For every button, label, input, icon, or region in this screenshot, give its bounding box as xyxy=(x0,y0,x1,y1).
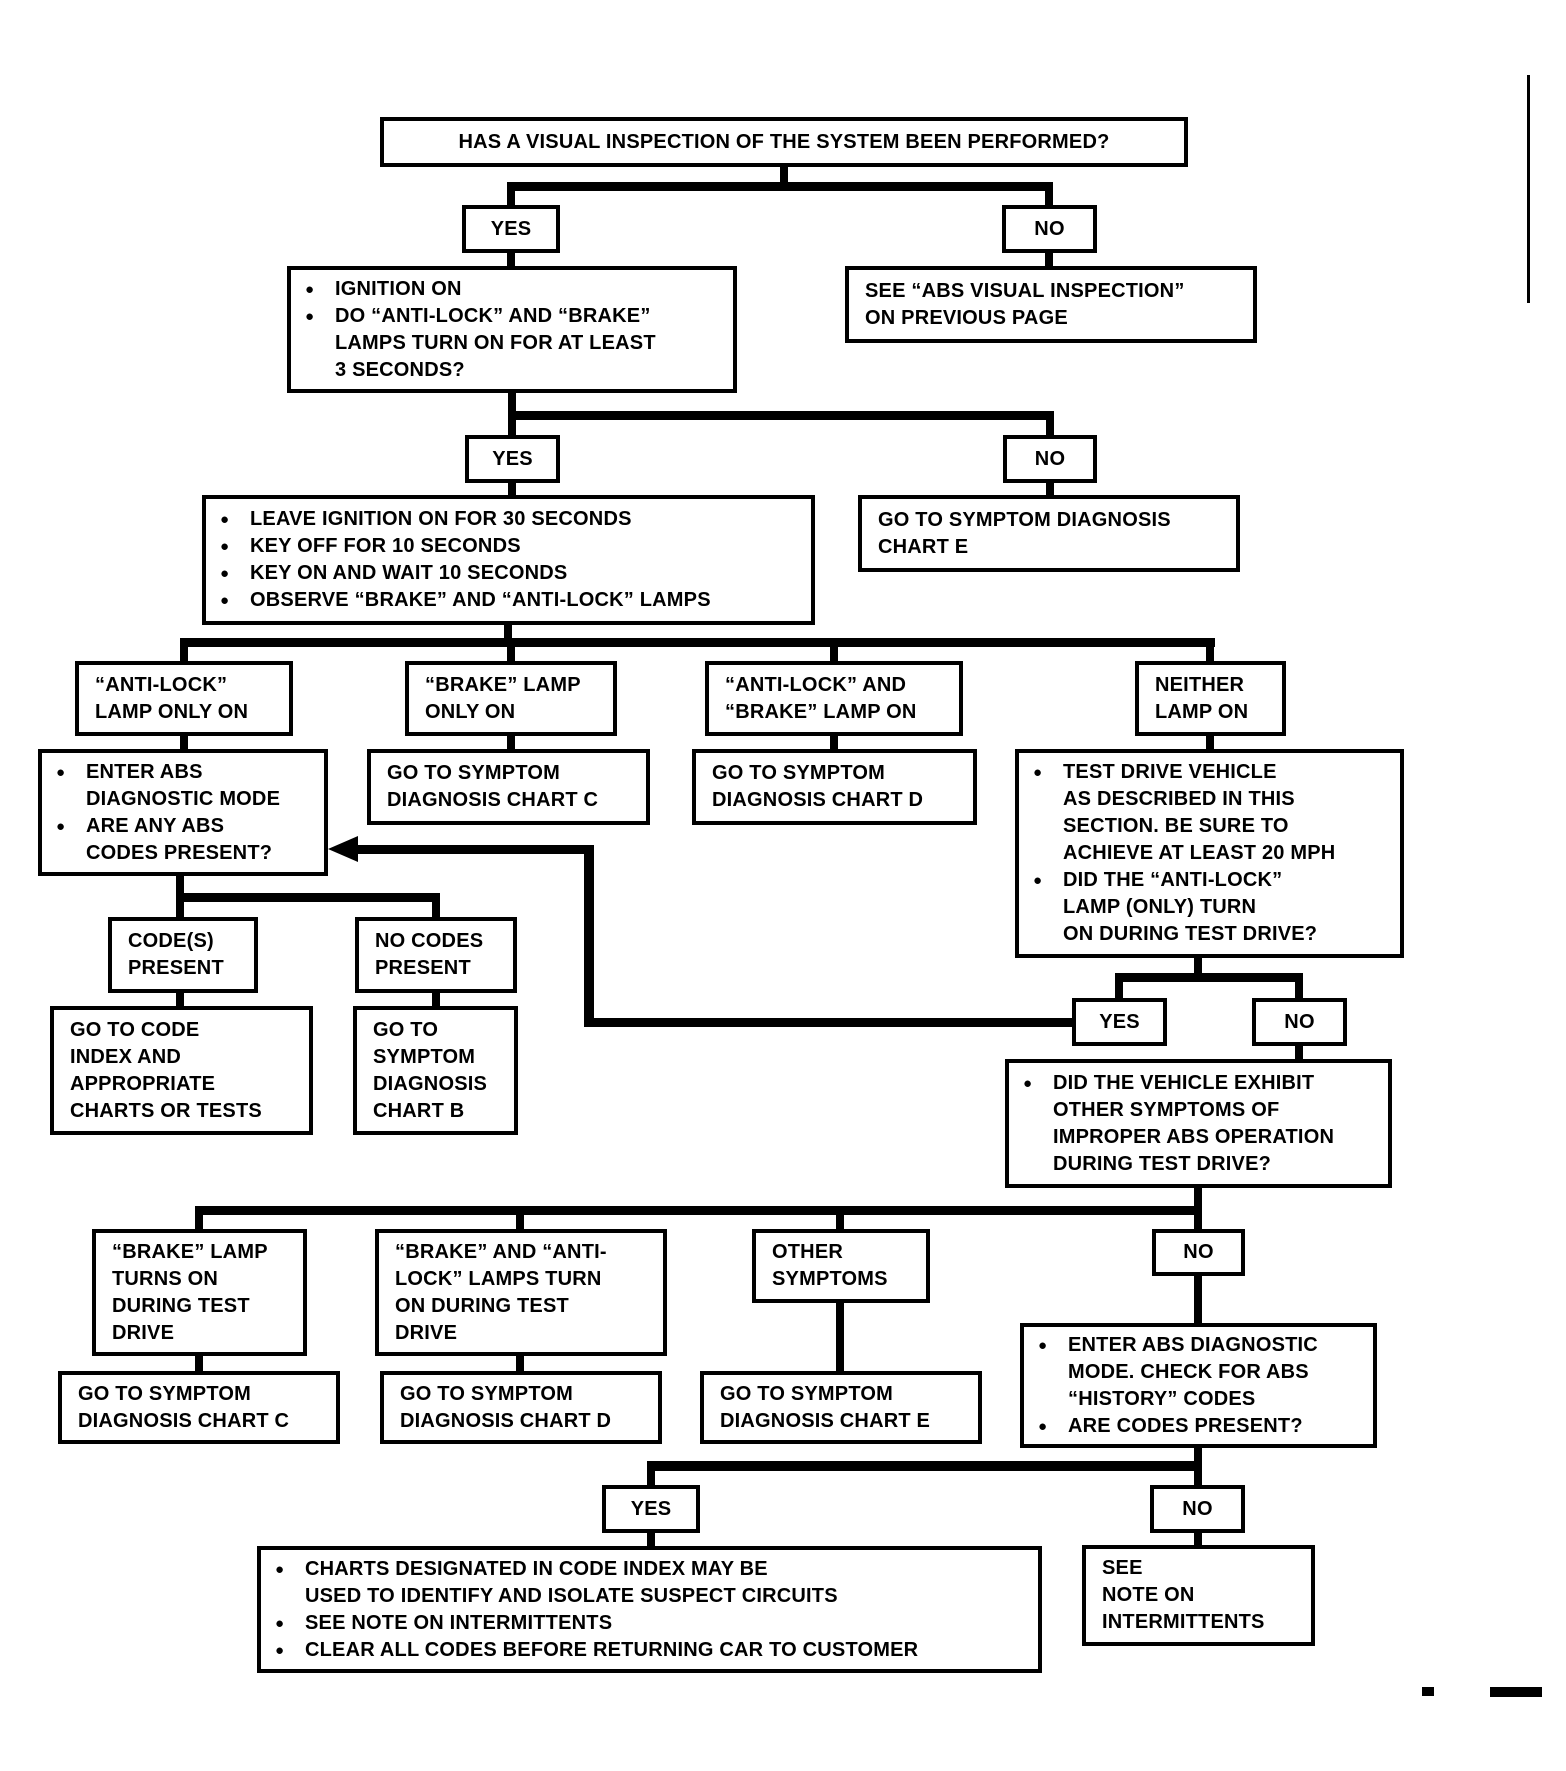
node-go-to-chart-c-bottom xyxy=(58,1371,340,1444)
node-no-2 xyxy=(1003,435,1097,483)
node-ignition-on-check xyxy=(287,266,737,393)
node-codes-present xyxy=(108,917,258,993)
bullet-text: ARE ANY ABS xyxy=(86,814,225,837)
node-go-to-chart-c xyxy=(367,749,650,825)
node-go-to-code-index xyxy=(50,1006,313,1135)
bullet-icon xyxy=(220,506,250,533)
node-label: “BRAKE” LAMP xyxy=(112,1240,268,1263)
bullet-item xyxy=(1038,1413,1365,1440)
node-label: NEITHER xyxy=(1155,673,1245,696)
bullet-text: SECTION. BE SURE TO xyxy=(1063,815,1289,837)
bullet-text: DO “ANTI-LOCK” AND “BRAKE” xyxy=(335,304,651,327)
node-label: YES xyxy=(492,447,533,470)
node-yes-2 xyxy=(465,435,560,483)
node-label: DIAGNOSIS CHART E xyxy=(720,1409,931,1432)
node-label: GO TO xyxy=(373,1018,439,1041)
bullet-text: TEST DRIVE VEHICLE xyxy=(1063,761,1277,783)
bullet-text: CHARTS DESIGNATED IN CODE INDEX MAY BE xyxy=(305,1557,768,1580)
bullet-icon xyxy=(220,533,250,560)
node-brake-lamp-only-on xyxy=(405,661,617,736)
bullet-icon xyxy=(275,1556,305,1583)
node-go-to-chart-d xyxy=(692,749,977,825)
node-label: NO xyxy=(1183,1241,1214,1263)
bullet-text: CLEAR ALL CODES BEFORE RETURNING CAR TO CUSTOMER xyxy=(305,1638,919,1661)
node-label: “BRAKE” LAMP ON xyxy=(725,700,917,723)
bullet-icon xyxy=(220,587,250,614)
node-no-4 xyxy=(1152,1229,1245,1276)
node-key-cycle-procedure xyxy=(202,495,815,625)
node-see-note-on-intermittents xyxy=(1082,1545,1315,1646)
bullet-item xyxy=(1023,1070,1380,1178)
node-label: CHART B xyxy=(373,1099,465,1122)
node-label: DRIVE xyxy=(395,1321,458,1344)
node-go-to-chart-d-bottom xyxy=(380,1371,662,1444)
connector xyxy=(176,893,440,902)
bullet-text: DIAGNOSTIC MODE xyxy=(86,787,281,810)
bullet-icon xyxy=(220,560,250,587)
node-label: DURING TEST xyxy=(112,1294,250,1317)
bullet-text: KEY ON AND WAIT 10 SECONDS xyxy=(250,562,568,584)
bullet-icon xyxy=(305,276,335,303)
node-no-1 xyxy=(1002,205,1097,253)
bullet-icon xyxy=(1033,867,1063,894)
node-see-abs-visual-inspection xyxy=(845,266,1257,343)
node-label: NO xyxy=(1182,1497,1213,1520)
node-label: GO TO SYMPTOM xyxy=(712,762,885,784)
bullet-text: LEAVE IGNITION ON FOR 30 SECONDS xyxy=(250,508,632,530)
bullet-text: DID THE VEHICLE EXHIBIT xyxy=(1053,1071,1315,1094)
bullet-text: ENTER ABS xyxy=(86,760,203,783)
bullet-item xyxy=(1033,759,1392,867)
bullet-item xyxy=(305,276,725,303)
bullet-item xyxy=(1033,867,1392,948)
bullet-icon xyxy=(1033,759,1063,786)
node-label: LOCK” LAMPS TURN xyxy=(395,1267,602,1290)
node-label: CHARTS OR TESTS xyxy=(70,1099,262,1122)
bullet-item xyxy=(56,759,316,813)
bullet-text: KEY OFF FOR 10 SECONDS xyxy=(250,535,521,557)
bullet-icon xyxy=(1023,1070,1053,1097)
bullet-text: ARE CODES PRESENT? xyxy=(1068,1414,1303,1437)
node-label: SYMPTOMS xyxy=(772,1268,888,1290)
node-yes-4 xyxy=(602,1485,700,1533)
bullet-icon xyxy=(1038,1332,1068,1359)
node-label: INDEX AND xyxy=(70,1045,182,1068)
node-label: LAMP ONLY ON xyxy=(95,700,249,723)
node-label: GO TO SYMPTOM xyxy=(400,1382,573,1405)
node-label: INTERMITTENTS xyxy=(1102,1611,1265,1633)
node-label: NO xyxy=(1284,1010,1315,1033)
connector xyxy=(507,182,1053,191)
node-label: CHART E xyxy=(878,535,969,558)
node-label: PRESENT xyxy=(375,957,471,979)
node-no-5 xyxy=(1150,1485,1245,1533)
node-label: DIAGNOSIS xyxy=(373,1072,488,1095)
page-mark-dot xyxy=(1422,1687,1434,1696)
bullet-item xyxy=(220,587,803,614)
page-edge-line xyxy=(1527,75,1530,303)
node-label: GO TO CODE xyxy=(70,1018,200,1041)
node-label: “ANTI-LOCK” xyxy=(95,673,228,696)
node-label: ONLY ON xyxy=(425,700,516,723)
node-go-to-chart-e-top xyxy=(858,495,1240,572)
bullet-text: OBSERVE “BRAKE” AND “ANTI-LOCK” LAMPS xyxy=(250,589,711,611)
node-label: “ANTI-LOCK” AND xyxy=(725,673,907,696)
node-label: PRESENT xyxy=(128,957,224,979)
node-brake-lamp-turns-on-test-drive xyxy=(92,1229,307,1356)
node-label: YES xyxy=(630,1497,672,1520)
bullet-text: USED TO IDENTIFY AND ISOLATE SUSPECT CIRCUITS xyxy=(305,1584,838,1607)
node-test-drive-vehicle xyxy=(1015,749,1404,958)
feedback-arrowhead-icon xyxy=(328,836,358,862)
node-code-index-charts-instructions xyxy=(257,1546,1042,1673)
node-go-to-chart-e-bottom xyxy=(700,1371,982,1444)
node-label: DIAGNOSIS CHART C xyxy=(78,1409,290,1432)
bullet-item xyxy=(275,1610,1030,1637)
node-label: GO TO SYMPTOM DIAGNOSIS xyxy=(878,508,1171,531)
node-check-history-codes xyxy=(1020,1323,1377,1448)
bullet-text: ENTER ABS DIAGNOSTIC xyxy=(1068,1333,1318,1356)
node-label: HAS A VISUAL INSPECTION OF THE SYSTEM BEEN PERFORMED? xyxy=(458,130,1110,153)
node-label: SEE “ABS VISUAL INSPECTION” xyxy=(865,279,1185,302)
node-both-lamps-turn-on-test-drive xyxy=(375,1229,667,1356)
node-no-codes-present xyxy=(355,917,517,993)
bullet-icon xyxy=(56,813,86,840)
bullet-icon xyxy=(56,759,86,786)
bullet-text: CODES PRESENT? xyxy=(86,841,273,864)
node-label: DRIVE xyxy=(112,1321,175,1344)
bullet-icon xyxy=(1038,1413,1068,1440)
bullet-icon xyxy=(305,303,335,330)
bullet-item xyxy=(56,813,316,867)
bullet-text: IGNITION ON xyxy=(335,277,462,300)
bullet-text: OTHER SYMPTOMS OF xyxy=(1053,1098,1280,1121)
page-mark-dash xyxy=(1490,1687,1542,1697)
bullet-text: IMPROPER ABS OPERATION xyxy=(1053,1125,1335,1148)
feedback-connector xyxy=(592,1018,1072,1027)
node-label: DIAGNOSIS CHART D xyxy=(400,1409,612,1432)
bullet-text: LAMP (ONLY) TURN xyxy=(1063,896,1257,918)
bullet-text: ON DURING TEST DRIVE? xyxy=(1063,923,1318,945)
feedback-connector xyxy=(584,845,594,1027)
connector xyxy=(836,1301,844,1375)
node-label: ON PREVIOUS PAGE xyxy=(865,306,1068,329)
node-label: NO CODES xyxy=(375,930,484,952)
bullet-item xyxy=(305,303,725,384)
bullet-item xyxy=(275,1556,1030,1610)
node-no-3 xyxy=(1252,998,1347,1046)
node-label: SEE xyxy=(1102,1557,1143,1579)
node-anti-lock-lamp-only-on xyxy=(75,661,293,736)
node-label: “BRAKE” LAMP xyxy=(425,673,581,696)
node-label: GO TO SYMPTOM xyxy=(387,762,560,784)
node-label: TURNS ON xyxy=(112,1267,219,1290)
bullet-text: LAMPS TURN ON FOR AT LEAST xyxy=(335,331,656,354)
node-label: CODE(S) xyxy=(128,930,214,952)
connector xyxy=(1194,1274,1202,1327)
node-other-symptoms xyxy=(752,1229,930,1303)
node-label: NOTE ON xyxy=(1102,1584,1195,1606)
node-other-symptoms-question xyxy=(1005,1059,1392,1188)
node-label: YES xyxy=(490,217,532,240)
feedback-connector xyxy=(356,845,592,854)
node-label: GO TO SYMPTOM xyxy=(720,1382,893,1405)
node-label: DIAGNOSIS CHART C xyxy=(387,789,599,811)
connector xyxy=(647,1461,1202,1471)
bullet-text: AS DESCRIBED IN THIS xyxy=(1063,788,1295,810)
node-label: “BRAKE” AND “ANTI- xyxy=(395,1240,607,1263)
bullet-item xyxy=(220,533,803,560)
bullet-text: 3 SECONDS? xyxy=(335,358,465,381)
node-label: OTHER xyxy=(772,1241,843,1263)
node-label: NO xyxy=(1034,217,1065,240)
node-enter-abs-diagnostic-mode xyxy=(38,749,328,876)
bullet-icon xyxy=(275,1637,305,1664)
node-label: LAMP ON xyxy=(1155,700,1249,723)
node-label: GO TO SYMPTOM xyxy=(78,1382,251,1405)
bullet-text: ACHIEVE AT LEAST 20 MPH xyxy=(1063,842,1336,864)
bullet-item xyxy=(1038,1332,1365,1413)
node-yes-1 xyxy=(462,205,560,253)
node-label: YES xyxy=(1099,1010,1140,1033)
node-label: SYMPTOM xyxy=(373,1045,476,1068)
connector xyxy=(508,411,1054,420)
node-label: APPROPRIATE xyxy=(70,1072,216,1095)
bullet-item xyxy=(275,1637,1030,1664)
node-label: NO xyxy=(1034,447,1066,470)
connector xyxy=(1115,973,1303,982)
node-neither-lamp-on xyxy=(1135,661,1286,736)
bullet-text: DID THE “ANTI-LOCK” xyxy=(1063,869,1283,891)
bullet-text: “HISTORY” CODES xyxy=(1068,1387,1256,1410)
bullet-icon xyxy=(275,1610,305,1637)
node-has-visual-inspection-question xyxy=(380,117,1188,167)
connector xyxy=(195,1206,1202,1215)
node-both-lamps-on xyxy=(705,661,963,736)
bullet-text: DURING TEST DRIVE? xyxy=(1053,1152,1272,1175)
node-yes-3 xyxy=(1072,998,1167,1046)
node-label: ON DURING TEST xyxy=(395,1294,569,1317)
node-label: DIAGNOSIS CHART D xyxy=(712,789,924,811)
bullet-item xyxy=(220,560,803,587)
connector xyxy=(180,638,1215,647)
bullet-item xyxy=(220,506,803,533)
node-go-to-chart-b xyxy=(353,1006,518,1135)
bullet-text: SEE NOTE ON INTERMITTENTS xyxy=(305,1611,613,1634)
bullet-text: MODE. CHECK FOR ABS xyxy=(1068,1360,1309,1383)
